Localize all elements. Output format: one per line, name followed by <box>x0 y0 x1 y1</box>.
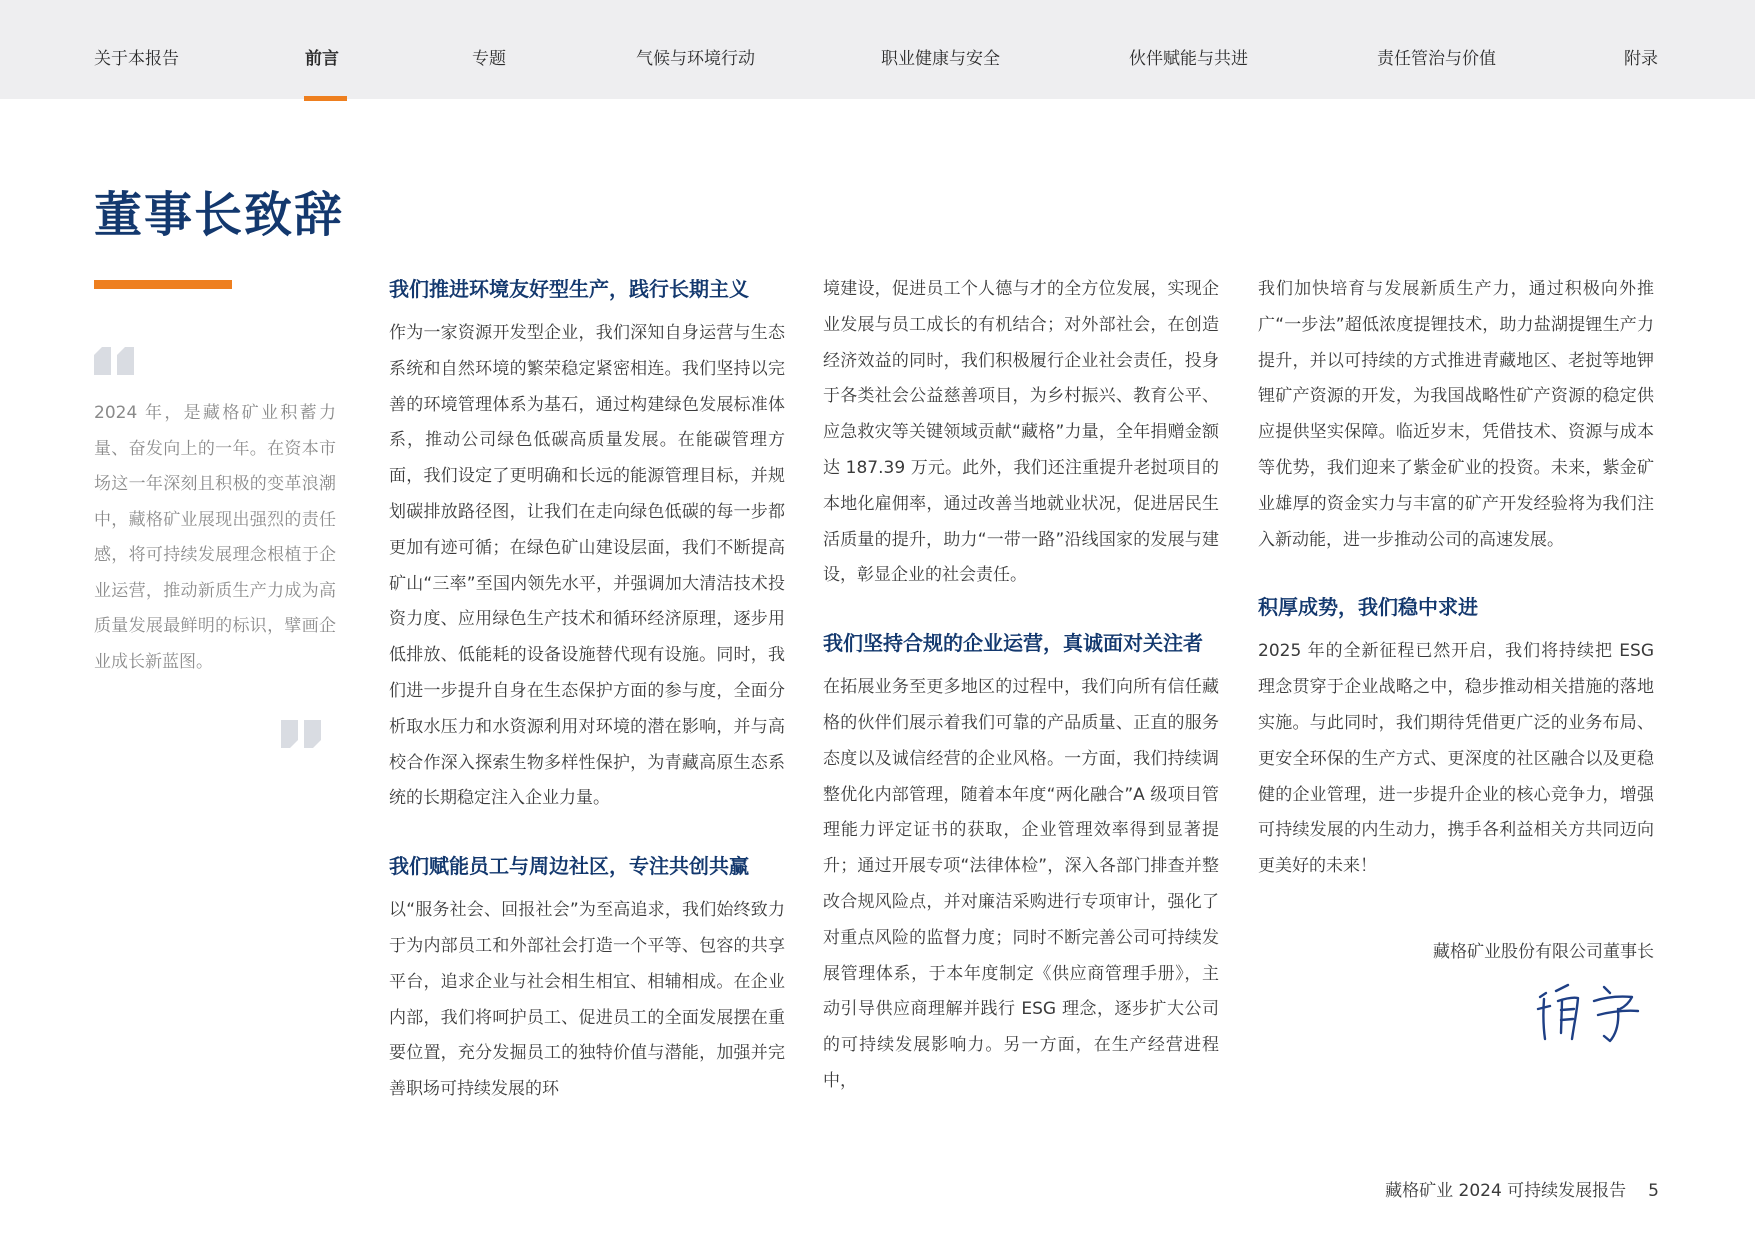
active-tab-indicator <box>304 96 347 101</box>
paragraph-environment: 作为一家资源开发型企业，我们深知自身运营与生态系统和自然环境的繁荣稳定紧密相连。我们坚持以完善的环境管理体系为基石，通过构建绿色发展标准体系，推动公司绿色低碳高质量发展。在能碳管理方面，我们设定了更明确和长远的能源管理目标，并规划碳排放路径图，让我们在走向绿色低碳的每一步都更加有迹可循；在绿色矿山建设层面，我们不断提高矿山“三率”至国内领先水平，并强调加大清洁技术投资力度、应用绿色生产技术和循环经济原理，逐步用低排放、低能耗的设备设施替代现有设施。同时，我们进一步提升自身在生态保护方面的参与度，全面分析取水压力和水资源利用对环境的潜在影响，并与高校合作深入探索生物多样性保护，为青藏高原生态系统的长期稳定注入企业力量。 <box>389 323 785 809</box>
section-heading-community: 我们赋能员工与周边社区，专注共创共赢 <box>389 854 749 879</box>
open-quote-icon <box>94 347 138 375</box>
nav-item-climate-environment[interactable]: 气候与环境行动 <box>636 49 755 69</box>
chairman-signature <box>1534 979 1646 1045</box>
nav-item-preface[interactable]: 前言 <box>305 49 339 69</box>
nav-item-partner-empowerment[interactable]: 伙伴赋能与共进 <box>1129 49 1248 69</box>
paragraph-community: 以“服务社会、回报社会”为至高追求，我们始终致力于为内部员工和外部社会打造一个平等、包容的共享平台，追求企业与社会相生相宜、相辅相成。在企业内部，我们将呵护员工、促进员工的全面发展摆在重要位置，充分发掘员工的独特价值与潜能，加强并完善职场可持续发展的环 <box>389 900 785 1100</box>
page-footer <box>1385 1176 1659 1201</box>
title-accent-bar <box>94 280 232 289</box>
footer-report-title: 藏格矿业 2024 可持续发展报告 <box>1385 1181 1627 1201</box>
paragraph-outlook: 2025 年的全新征程已然开启，我们将持续把 ESG 理念贯穿于企业战略之中，稳步推动相关措施的落地实施。与此同时，我们期待凭借更广泛的业务布局、更安全环保的生产方式、更深度的社区融合以及更稳健的企业管理，进一步提升企业的核心竞争力，增强可持续发展的内生动力，携手各利益相关方共同迈向更美好的未来！ <box>1258 641 1654 877</box>
section-heading-outlook: 积厚成势，我们稳中求进 <box>1258 595 1478 620</box>
nav-item-special-topic[interactable]: 专题 <box>472 49 506 69</box>
nav-item-health-safety[interactable]: 职业健康与安全 <box>881 49 1000 69</box>
column-2 <box>823 272 1219 1100</box>
column-1 <box>389 272 785 1108</box>
paragraph-productivity: 我们加快培育与发展新质生产力，通过积极向外推广“一步法”超低浓度提锂技术，助力盐湖提锂生产力提升，并以可持续的方式推进青藏地区、老挝等地钾锂矿产资源的开发，为我国战略性矿产资源的稳定供应提供坚实保障。临近岁末，凭借技术、资源与成本等优势，我们迎来了紫金矿业的投资。未来，紫金矿业雄厚的资金实力与丰富的矿产开发经验将为我们注入新动能，进一步推动公司的高速发展。 <box>1258 279 1654 550</box>
paragraph-community-continued: 境建设，促进员工个人德与才的全方位发展，实现企业发展与员工成长的有机结合；对外部社会，在创造经济效益的同时，我们积极履行企业社会责任，投身于各类社会公益慈善项目，为乡村振兴、教育公平、应急救灾等关键领域贡献“藏格”力量，全年捐赠金额达 187.39 万元。此外，我们还注重提升老挝项目的本地化雇佣率，通过改善当地就业状况，促进居民生活质量的提升，助力“一带一路”沿线国家的发展与建设，彰显企业的社会责任。 <box>823 279 1219 586</box>
page-number: 5 <box>1648 1181 1659 1201</box>
paragraph-compliance: 在拓展业务至更多地区的过程中，我们向所有信任藏格的伙伴们展示着我们可靠的产品质量、正直的服务态度以及诚信经营的企业风格。一方面，我们持续调整优化内部管理，随着本年度“两化融合”A 级项目管理能力评定证书的获取，企业管理效率得到显著提升；通过开展专项“法律体检”，深入各部门排查并整改合规风险点，并对廉洁采购进行专项审计，强化了对重点风险的监督力度；同时不断完善公司可持续发展管理体系，于本年度制定《供应商管理手册》，主动引导供应商理解并践行 ESG 理念，逐步扩大公司的可持续发展影响力。另一方面，在生产经营进程中， <box>823 677 1219 1091</box>
nav-item-governance-value[interactable]: 责任管治与价值 <box>1377 49 1496 69</box>
section-heading-compliance: 我们坚持合规的企业运营，真诚面对关注者 <box>823 631 1203 656</box>
close-quote-icon <box>281 720 325 748</box>
top-navigation <box>0 0 1755 99</box>
signer-title: 藏格矿业股份有限公司董事长 <box>1433 941 1654 962</box>
pull-quote: 2024 年，是藏格矿业积蓄力量、奋发向上的一年。在资本市场这一年深刻且积极的变革浪潮中，藏格矿业展现出强烈的责任感，将可持续发展理念根植于企业运营，推动新质生产力成为高质量发展最鲜明的标识，擘画企业成长新蓝图。 <box>94 403 336 672</box>
column-3 <box>1258 272 1654 1045</box>
nav-item-about-report[interactable]: 关于本报告 <box>94 49 179 69</box>
nav-item-appendix[interactable]: 附录 <box>1624 49 1658 69</box>
section-heading-environment: 我们推进环境友好型生产，践行长期主义 <box>389 277 749 301</box>
page-title: 董事长致辞 <box>94 187 345 243</box>
